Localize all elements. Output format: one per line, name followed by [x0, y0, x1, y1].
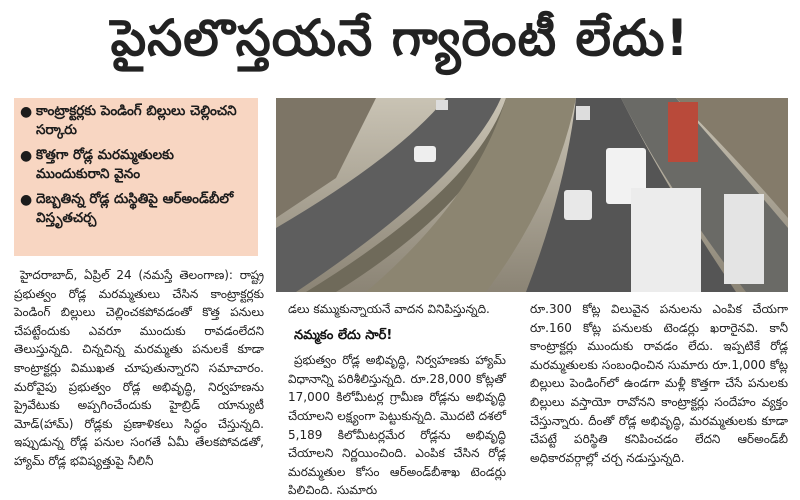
highlights-list: [20, 102, 250, 228]
highlight-item: [20, 102, 250, 140]
highlight-text: కొత్తగా రోడ్ల మరమ్మతులకు ముందుకురాని వైనం: [36, 147, 174, 182]
car: [436, 100, 448, 110]
article-text: రూ.300 కోట్ల విలువైన పనులను ఎంపిక చేయగా రూ.160 కోట్ల పనులకు టెండర్లు ఖరారైనవి. కానీ కాంట్రాక్టర్లు ముందుకు రావడం లేదు. ఇప్పటికే రోడ్ల మరమ్మతులకు సంబంధించిన సుమారు రూ.1,000 కోట్ల బిల్లులు పెండింగ్‌లో ఉండగా మళ్లీ కొత్తగా చేసే పనులకు బిల్లులు వస్తాయో రావోనని కాంట్రాక్టర్లు సందేహం వ్యక్తం చేస్తున్నారు. దీంతో రోడ్ల అభివృద్ధి, మరమ్మతులకు కూడా చేపట్టే పరిస్థితి కనిపించడం లేదని ఆర్‌అండ్‌బీ అధికారవర్గాల్లో చర్చ నడుస్తున్నది.: [530, 302, 788, 465]
highway-photo: [276, 98, 788, 292]
highlight-item: [20, 146, 250, 184]
headline: పైసలొస్తయనే గ్యారెంటీ లేదు!: [110, 8, 690, 67]
car: [576, 106, 590, 120]
article-column-3: [530, 300, 788, 467]
article-column-2: [288, 300, 506, 500]
article-column-1: [14, 266, 264, 471]
highlight-text: దెబ్బతిన్న రోడ్ల దుస్థితిపై ఆర్అండ్‌బీలో విస్తృతచర్చ: [36, 191, 234, 226]
car: [414, 146, 436, 162]
bullet-icon: ●: [20, 148, 33, 164]
highlight-item: [20, 190, 250, 228]
subheading: నమ్మకం లేదు సార్!: [294, 327, 393, 343]
highlight-text: కాంట్రాక్టర్లకు పెండింగ్ బిల్లులు చెల్లించని సర్కారు: [36, 103, 237, 138]
truck: [668, 102, 698, 162]
truck: [724, 194, 764, 284]
article-text: ప్రభుత్వం రోడ్ల అభివృద్ధి, నిర్వహణకు హ్యామ్ విధానాన్ని పరిశీలిస్తున్నది. రూ.28,000 కోట్లతో 17,000 కిలోమీటర్ల గ్రామీణ రోడ్లను అభివృద్ధి చేయాలని లక్ష్యంగా పెట్టుకున్నది. మొదటి దశలో 5,189 కిలోమీటర్లమేర రోడ్లను అభివృద్ధి చేయాలని నిర్ణయించింది. ఎంపిక చేసిన రోడ్ల మరమ్మతుల కోసం ఆర్‌అండ్‌బీశాఖ టెండర్లు పిలిచింది. సుమారు: [288, 353, 506, 498]
article-text: డలు కమ్ముకున్నాయనే వాదన వినిపిస్తున్నది.: [288, 302, 490, 316]
truck: [631, 188, 701, 292]
car: [564, 190, 592, 220]
article-text: హైదరాబాద్, ఏప్రిల్ 24 (నమస్తే తెలంగాణ): రాష్ట్ర ప్రభుత్వం రోడ్ల మరమ్మతులు చేసిన కాంట్రాక్టర్లకు పెండింగ్ బిల్లులు చెల్లించకపోవడంతో కొత్త పనులు చేపట్టేందుకు ఎవరూ ముందుకు రావడంలేదని తెలుస్తున్నది. చిన్నచిన్న మరమ్మతు పనులకే కూడా కాంట్రాక్టర్లు విముఖత చూపుతున్నారని సమాచారం. మరోవైపు ప్రభుత్వం రోడ్ల అభివృద్ధి, నిర్వహణను ప్రైవేటుకు అప్పగించేందుకు హైబ్రిడ్ యాన్యుటీ మోడ్(హామ్) రోడ్లకు ప్రణాళికలు సిద్ధం చేస్తున్నది. ఇప్పుడున్న రోడ్ల పనుల సంగతే ఏమీ తేలకపోవడతో, హ్యామ్ రోడ్ల భవిష్యత్తుపై నీలినీ: [14, 268, 264, 468]
bullet-icon: ●: [20, 192, 33, 208]
highlights-box: [14, 98, 258, 256]
bullet-icon: ●: [20, 104, 33, 120]
highway-photo-illustration: [276, 98, 788, 292]
